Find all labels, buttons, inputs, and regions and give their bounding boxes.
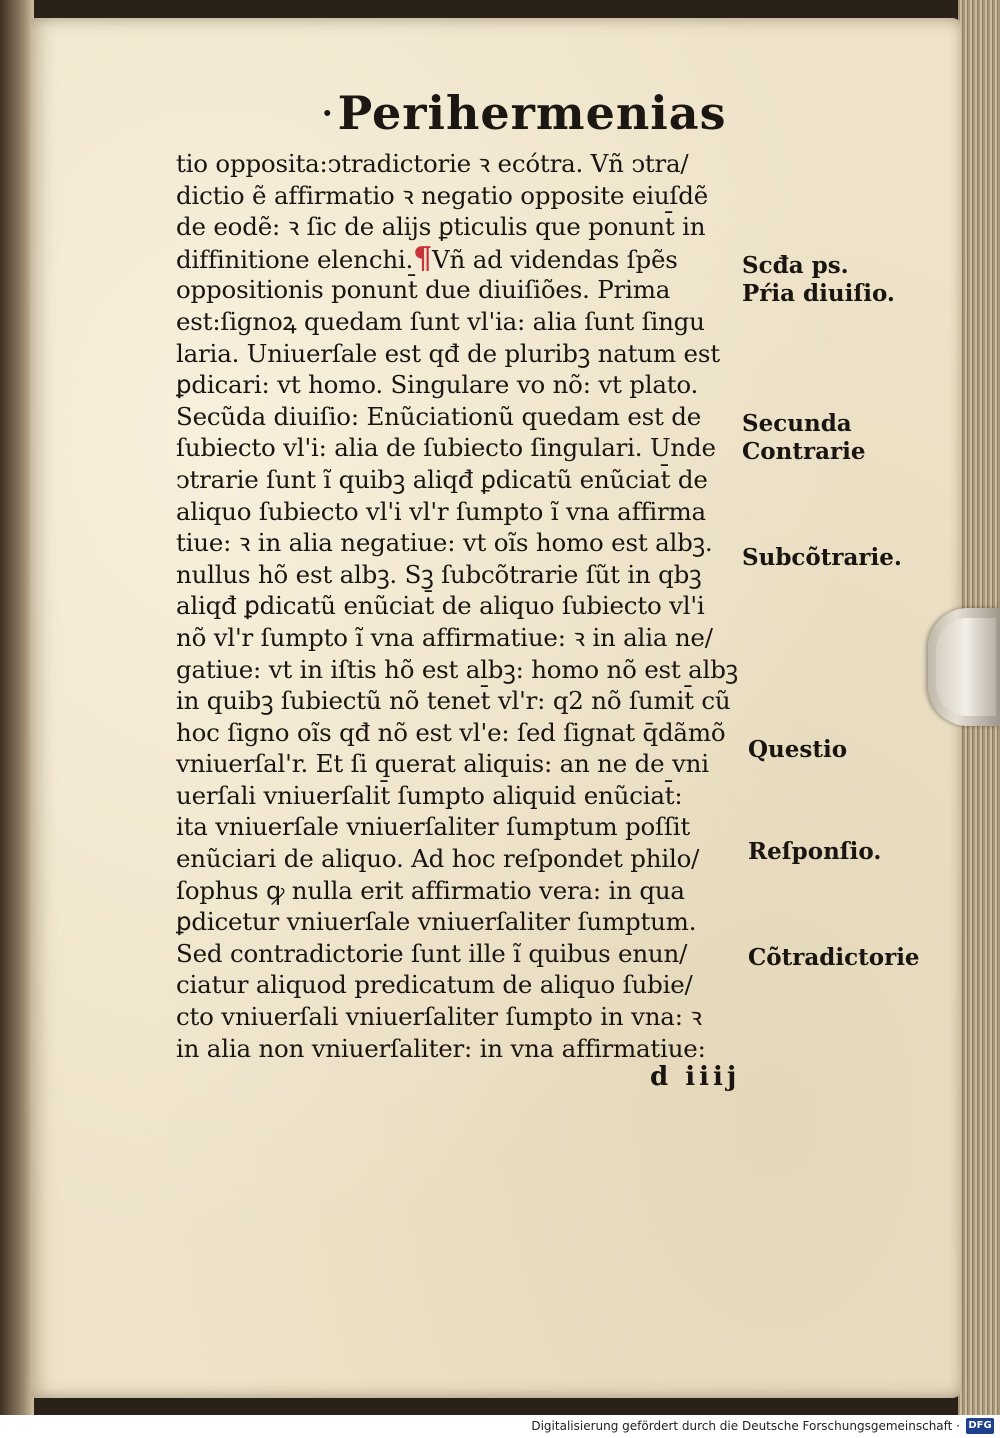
text-line: de eodẽ: ꝛ ſic de alijs ꝑticulis que ponunt̄ in [176, 212, 706, 242]
book-clasp [928, 608, 1000, 726]
text-line: Sed contradictorie ſunt ille ĩ quibus enun/ [176, 938, 688, 968]
funding-credit: Digitalisierung gefördert durch die Deutsche Forschungsgemeinschaft · [531, 1419, 960, 1433]
text-line: ita vniuerſale vniuerſaliter ſumptum poſſit [176, 812, 691, 842]
running-head-title: Perihermenias [337, 86, 727, 140]
text-line: Secũda diuiſio: Enũciationũ quedam est de [176, 401, 702, 431]
marginal-note-secunda-pars: Scđa ps. [742, 252, 849, 279]
marginal-note-contradictorie: Cõtradictorie [748, 944, 920, 971]
text-line: ꝑdicetur vniuerſale vniuerſaliter ſumptum. [176, 907, 697, 937]
text-line-with-rubric [176, 243, 744, 275]
book-spine [0, 0, 34, 1415]
dfg-logo: DFG [966, 1418, 994, 1434]
text-line: laria. Uniuerſale est qđ de pluribꝫ natum est [176, 338, 720, 368]
clasp-plate [936, 618, 996, 716]
signature-mark: d iiij [650, 1062, 741, 1092]
marginal-note-prima-divisio: Pŕia diuiſio. [742, 280, 895, 307]
text-line: ꝑdicari: vt homo. Singulare vo nõ: vt plato. [176, 370, 699, 400]
text-line: uerſali vniuerſalit̄ ſumpto aliquid enũciat̄: [176, 780, 683, 810]
text-line: ↄtrarie ſunt ĩ quibꝫ aliqđ ꝑdicatũ enũciat̄ de [176, 464, 708, 494]
text-line: nullus hõ est albꝫ. Sꝫ ſubcõtrarie ſũt in qbꝫ [176, 559, 702, 589]
text-line: ſophus ꝙ nulla erit affirmatio vera: in qua [176, 875, 685, 905]
marginal-note-subcontrarie: Subcõtrarie. [742, 544, 902, 571]
text-line: nõ vl'r ſumpto ĩ vna affirmatiue: ꝛ in alia ne/ [176, 622, 713, 652]
text-line: est:ſignoꝝ quedam ſunt vl'ia: alia ſunt ſingu [176, 306, 705, 336]
rubric-pilcrow-icon: ¶ [413, 242, 433, 275]
text-line: ſubiecto vl'i: alia de ſubiecto ſingulari. Unde [176, 433, 716, 463]
text-line: dictio ẽ affirmatio ꝛ negatio opposite eiuſdẽ [176, 180, 709, 210]
text-line: aliqđ ꝑdicatũ enũciat̄ de aliquo ſubiecto vl'i [176, 591, 705, 621]
text-line: vniuerſal'r. Et ſi querat aliquis: an ne de vni [176, 749, 709, 779]
marginal-note-questio: Questio [748, 736, 848, 763]
text-line: tiue: ꝛ in alia negatiue: vt oĩs homo est albꝫ. [176, 528, 713, 558]
text-line: oppositionis ponunt̄ due diuiſiões. Prima [176, 275, 671, 305]
marginal-note-contrarie: Contrarie [742, 438, 866, 465]
text-line: hoc ſigno oĩs qđ nõ est vl'e: ſed ſignat q̄dãmõ [176, 717, 726, 747]
text-line: gatiue: vt in iſtis hõ est albꝫ: homo nõ est albꝫ [176, 654, 738, 684]
marginal-note-responsio: Reſponſio. [748, 838, 882, 865]
marginal-note-secunda: Secunda [742, 410, 852, 437]
text-line-start: diffinitione elenchi. [176, 244, 414, 274]
text-line: in quibꝫ ſubiectũ nõ tenet̄ vl'r: q2 nõ ſumit̄ cũ [176, 686, 731, 716]
text-line: cto vniuerſali vniuerſaliter ſumpto in vna: ꝛ [176, 1002, 702, 1032]
text-line: ciatur aliquod predicatum de aliquo ſubie/ [176, 970, 693, 1000]
text-line: in alia non vniuerſaliter: in vna affirmatiue: [176, 1033, 706, 1063]
main-text-block [176, 148, 744, 1064]
text-line: aliquo ſubiecto vl'i vl'r ſumpto ĩ vna affirma [176, 496, 706, 526]
footer-bar [0, 1415, 1000, 1438]
text-line: enũciari de aliquo. Ad hoc reſpondet philo/ [176, 844, 700, 874]
text-line: tio opposita:ↄtradictorie ꝛ ecótra. Vñ ↄtra/ [176, 149, 689, 178]
running-head-mark: · [320, 86, 336, 140]
running-head [320, 86, 726, 140]
text-line-continuation: Vñ ad videndas ſpẽs [432, 244, 678, 274]
